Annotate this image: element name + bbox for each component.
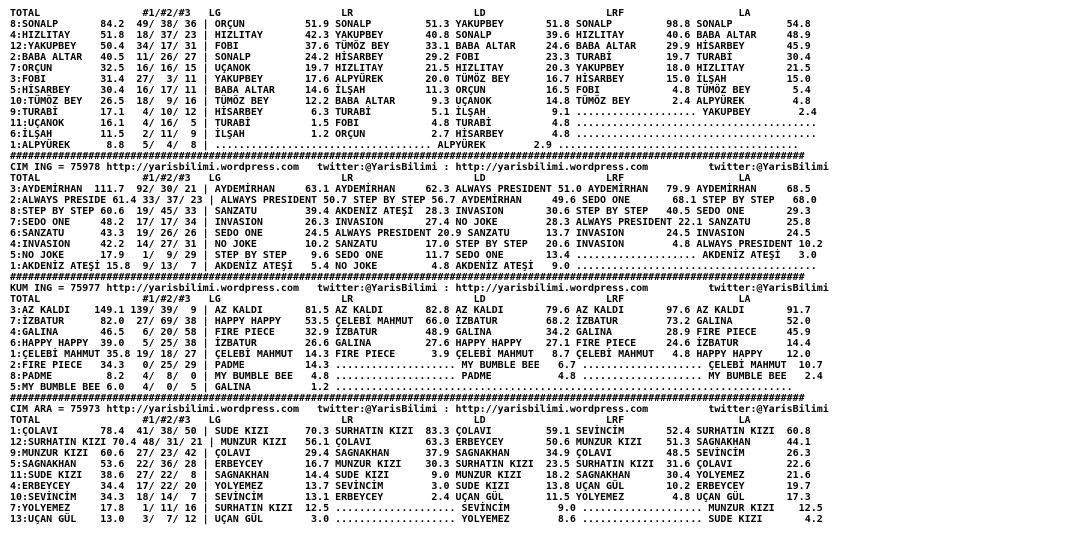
text-line: 11:UÇANOK 16.1 4/ 16/ 5 | TURABİ 1.5 FOBI 4.8 TURABİ 4.8 ........................................ <box>10 118 817 129</box>
text-line: CIM ING = 75978 http://yarisbilimi.wordpress.com twitter:@YarisBilimi : http://yarisbilimi.wordpress.com twitter:@YarisBilimi <box>10 162 829 173</box>
text-line: 11:SUDE KIZI 38.6 27/ 22/ 8 | SAGNAKHAN 14.4 SUDE KIZI 9.0 MUNZUR KIZI 18.2 SAGNAKHAN 30.4 YOLYEMEZ 21.6 <box>10 470 811 481</box>
text-line: 4:ERBEYCEY 34.4 17/ 22/ 20 | YOLYEMEZ 13.7 SEVİNCİM 3.0 SUDE KIZI 13.8 UÇAN GÜL 10.2 ERBEYCEY 19.7 <box>10 481 811 492</box>
text-line: 1:ALPYÜREK 8.8 5/ 4/ 8 | .................................... ALPYÜREK 2.9 ........................................ <box>10 140 799 151</box>
text-line: #################################################################################################################################### <box>10 393 805 404</box>
text-line: TOTAL #1/#2/#3 LG LR LD LRF LA <box>10 173 751 184</box>
text-line: 3:AYDEMİRHAN 111.7 92/ 30/ 21 | AYDEMİRHAN 63.1 AYDEMİRHAN 62.3 ALWAYS PRESIDENT 51.0 AYDEMİRHAN 79.9 AYDEMİRHAN 68.5 <box>10 184 811 195</box>
text-line: #################################################################################################################################### <box>10 272 805 283</box>
text-line: 2:FIRE PIECE 34.3 0/ 25/ 29 | PADME 14.3 .................... MY BUMBLE BEE 6.7 .................... ÇELEBİ MAHMUT 10.7 <box>10 360 823 371</box>
text-line: 4:HIZLITAY 51.8 18/ 37/ 23 | HIZLITAY 42.3 YAKUPBEY 40.8 SONALP 39.6 HIZLITAY 40.6 BABA ALTAR 48.9 <box>10 30 811 41</box>
text-line: 6:İLŞAH 11.5 2/ 11/ 9 | İLŞAH 1.2 ORÇUN 2.7 HİSARBEY 4.8 ........................................ <box>10 129 817 140</box>
text-line: 7:İZBATUR 82.0 27/ 69/ 38 | HAPPY HAPPY 53.5 ÇELEBİ MAHMUT 66.0 İZBATUR 68.2 İZBATUR 73.2 GALINA 52.0 <box>10 316 811 327</box>
text-line: 5:NO JOKE 17.9 1/ 9/ 29 | STEP BY STEP 9.6 SEDO ONE 11.7 SEDO ONE 13.4 .................... AKDENİZ ATEŞİ 3.0 <box>10 250 817 261</box>
text-line: 2:BABA ALTAR 40.5 11/ 26/ 27 | SONALP 24.2 HİSARBEY 29.2 FOBI 23.3 TURABİ 19.7 TURABİ 30.4 <box>10 52 811 63</box>
text-line: 8:SONALP 84.2 49/ 38/ 36 | ORÇUN 51.9 SONALP 51.3 YAKUPBEY 51.8 SONALP 98.8 SONALP 54.8 <box>10 19 811 30</box>
text-line: #################################################################################################################################### <box>10 151 805 162</box>
text-line: 3:FOBI 31.4 27/ 3/ 11 | YAKUPBEY 17.6 ALPYÜREK 20.0 TÜMÖZ BEY 16.7 HİSARBEY 15.0 İLŞAH 15.0 <box>10 74 811 85</box>
text-line: 5:MY BUMBLE BEE 6.0 4/ 0/ 5 | GALINA 1.2 ............................................................................ <box>10 382 793 393</box>
text-line: 10:TÜMÖZ BEY 26.5 18/ 9/ 16 | TÜMÖZ BEY 12.2 BABA ALTAR 9.3 UÇANOK 14.8 TÜMÖZ BEY 2.4 ALPYÜREK 4.8 <box>10 96 811 107</box>
text-line: 4:INVASION 42.2 14/ 27/ 31 | NO JOKE 10.2 SANZATU 17.0 STEP BY STEP 20.6 INVASION 4.8 ALWAYS PRESIDENT 10.2 <box>10 239 823 250</box>
text-line: KUM ING = 75977 http://yarisbilimi.wordpress.com twitter:@YarisBilimi : http://yarisbilimi.wordpress.com twitter:@YarisBilimi <box>10 283 829 294</box>
text-line: 12:YAKUPBEY 50.4 34/ 17/ 31 | FOBI 37.6 TÜMÖZ BEY 33.1 BABA ALTAR 24.6 BABA ALTAR 29.9 HİSARBEY 45.9 <box>10 41 811 52</box>
text-line: 6:HAPPY HAPPY 39.0 5/ 25/ 38 | İZBATUR 26.6 GALINA 27.6 HAPPY HAPPY 27.1 FIRE PIECE 24.6 İZBATUR 14.4 <box>10 338 811 349</box>
text-line: 8:STEP BY STEP 60.6 19/ 45/ 33 | SANZATU 39.4 AKDENİZ ATEŞİ 28.3 INVASION 30.6 STEP BY STEP 40.5 SEDO ONE 29.3 <box>10 206 811 217</box>
text-line: 1:ÇELEBİ MAHMUT 35.8 19/ 18/ 27 | ÇELEBİ MAHMUT 14.3 FIRE PIECE 3.9 ÇELEBİ MAHMUT 8.7 ÇELEBİ MAHMUT 4.8 HAPPY HAPPY 12.0 <box>10 349 811 360</box>
text-line: CIM ARA = 75973 http://yarisbilimi.wordpress.com twitter:@YarisBilimi : http://yarisbilimi.wordpress.com twitter:@YarisBilimi <box>10 404 829 415</box>
text-line: 7:YOLYEMEZ 17.8 1/ 11/ 16 | SURHATIN KIZI 12.5 .................... SEVİNCİM 9.0 .................... MUNZUR KIZI 12.5 <box>10 503 823 514</box>
text-line: 10:SEVİNCİM 34.3 18/ 14/ 7 | SEVİNCİM 13.1 ERBEYCEY 2.4 UÇAN GÜL 11.5 YOLYEMEZ 4.8 UÇAN GÜL 17.3 <box>10 492 811 503</box>
text-line: TOTAL #1/#2/#3 LG LR LD LRF LA <box>10 294 751 305</box>
text-line: 8:PADME 8.2 4/ 8/ 0 | MY BUMBLE BEE 4.8 .................... PADME 4.8 .................... MY BUMBLE BEE 2.4 <box>10 371 823 382</box>
text-line: 13:UÇAN GÜL 13.0 3/ 7/ 12 | UÇAN GÜL 3.0 .................... YOLYEMEZ 8.6 .................... SUDE KIZI 4.2 <box>10 514 823 525</box>
text-line: TOTAL #1/#2/#3 LG LR LD LRF LA <box>10 8 751 19</box>
text-line: 4:GALINA 46.5 6/ 20/ 58 | FIRE PIECE 32.9 İZBATUR 48.9 GALINA 34.2 GALINA 28.9 FIRE PIECE 45.9 <box>10 327 811 338</box>
text-line: TOTAL #1/#2/#3 LG LR LD LRF LA <box>10 415 751 426</box>
text-line: 5:HİSARBEY 30.4 16/ 17/ 11 | BABA ALTAR 14.6 İLŞAH 11.3 ORÇUN 16.5 FOBI 4.8 TÜMÖZ BEY 5.4 <box>10 85 811 96</box>
text-line: 5:SAGNAKHAN 53.6 22/ 36/ 28 | ERBEYCEY 16.7 MUNZUR KIZI 30.3 SURHATIN KIZI 23.5 SURHATIN KIZI 31.6 ÇOLAVI 22.6 <box>10 459 811 470</box>
text-line: 2:ALWAYS PRESIDE 61.4 33/ 37/ 23 | ALWAYS PRESIDENT 50.7 STEP BY STEP 56.7 AYDEMİRHAN 49.6 SEDO ONE 68.1 STEP BY STEP 68.0 <box>10 195 817 206</box>
text-line: 7:ORÇUN 32.5 16/ 16/ 15 | UÇANOK 19.7 HIZLITAY 21.5 HIZLITAY 20.3 YAKUPBEY 18.0 HIZLITAY 21.5 <box>10 63 811 74</box>
text-line: 3:AZ KALDI 149.1 139/ 39/ 9 | AZ KALDI 81.5 AZ KALDI 82.8 AZ KALDI 79.6 AZ KALDI 97.6 AZ KALDI 91.7 <box>10 305 811 316</box>
text-line: 7:SEDO ONE 48.2 17/ 17/ 34 | INVASION 26.3 INVASION 27.4 NO JOKE 28.3 ALWAYS PRESIDENT 22.1 SANZATU 25.8 <box>10 217 811 228</box>
text-line: 1:AKDENİZ ATEŞİ 15.8 9/ 13/ 7 | AKDENİZ ATEŞİ 5.4 NO JOKE 4.8 AKDENİZ ATEŞİ 9.0 ........................................ <box>10 261 817 272</box>
text-line: 1:ÇOLAVI 78.4 41/ 38/ 50 | SUDE KIZI 70.3 SURHATIN KIZI 83.3 ÇOLAVI 59.1 SEVİNCİM 52.4 SURHATIN KIZI 60.8 <box>10 426 811 437</box>
text-line: 9:MUNZUR KIZI 60.6 27/ 23/ 42 | ÇOLAVI 29.4 SAGNAKHAN 37.9 SAGNAKHAN 34.9 ÇOLAVI 48.5 SEVİNCİM 26.3 <box>10 448 811 459</box>
text-line: 9:TURABİ 17.1 4/ 10/ 12 | HİSARBEY 6.3 TURABİ 5.1 İLŞAH 9.1 .................... YAKUPBEY 2.4 <box>10 107 817 118</box>
text-line: 6:SANZATU 43.3 19/ 26/ 26 | SEDO ONE 24.5 ALWAYS PRESIDENT 20.9 SANZATU 13.7 INVASION 24.5 INVASION 24.5 <box>10 228 811 239</box>
text-line: 12:SURHATIN KIZI 70.4 48/ 31/ 21 | MUNZUR KIZI 56.1 ÇOLAVI 63.3 ERBEYCEY 50.6 MUNZUR KIZI 51.3 SAGNAKHAN 44.1 <box>10 437 811 448</box>
